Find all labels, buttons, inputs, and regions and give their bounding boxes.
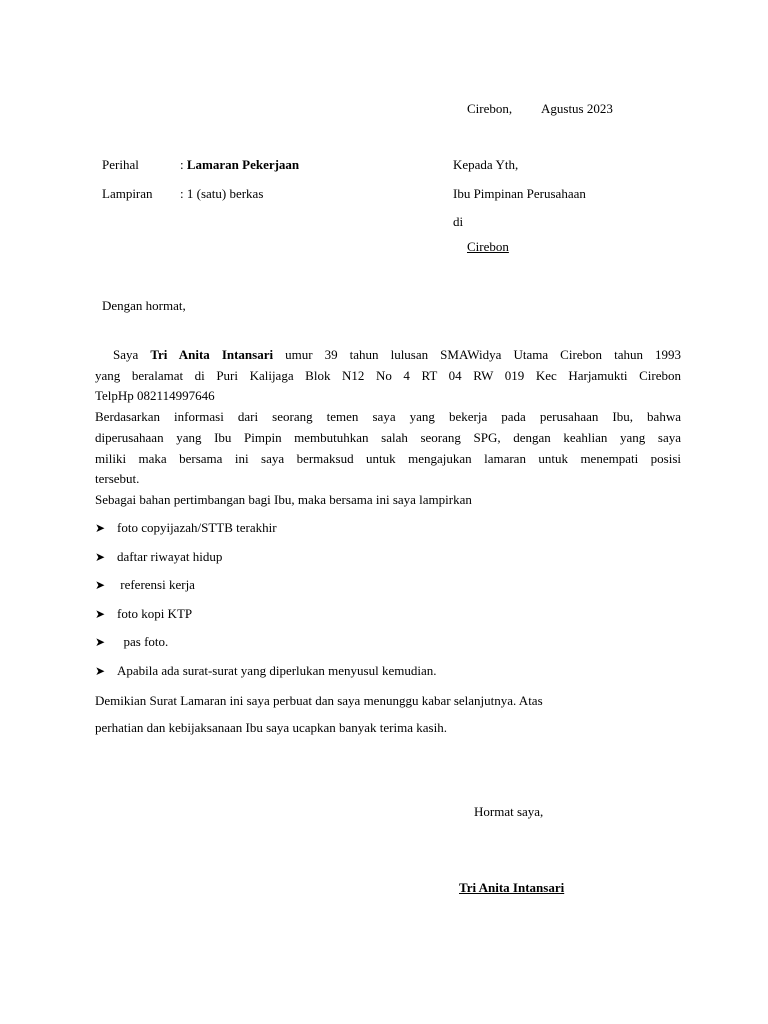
list-item: [95, 520, 437, 549]
list-item: [95, 549, 437, 578]
arrowhead-bullet-icon: ➤: [95, 635, 106, 650]
applicant-name: Tri Anita Intansari: [150, 347, 274, 362]
attachment-text: daftar riwayat hidup: [117, 548, 223, 564]
signature-name: Tri Anita Intansari: [459, 880, 565, 895]
arrowhead-bullet-icon: ➤: [95, 606, 106, 621]
intro-prefix: Saya: [113, 347, 151, 362]
recipient-city: Cirebon: [467, 239, 509, 254]
recipient-line-2: Ibu Pimpinan Perusahaan: [453, 186, 586, 201]
list-item: [95, 663, 437, 692]
intro-line-2: yang beralamat di Puri Kalijaga Blok N12 No 4 RT 04 RW 019 Kec Harjamukti Cirebon: [95, 367, 681, 383]
perihal-value: [180, 157, 299, 173]
attachment-text: foto copyijazah/STTB terakhir: [117, 520, 277, 535]
closing-line-1: Demikian Surat Lamaran ini saya perbuat dan saya menunggu kabar selanjutnya. Atas: [95, 693, 543, 708]
intro-line-3: TelpHp 082114997646: [95, 388, 215, 404]
arrowhead-bullet-icon: ➤: [95, 521, 106, 535]
arrowhead-bullet-icon: ➤: [95, 578, 106, 593]
list-item: [95, 606, 437, 635]
lampiran-value: : 1 (satu) berkas: [180, 186, 264, 201]
perihal-label: Perihal: [102, 157, 139, 172]
intro-paragraph: [95, 345, 681, 511]
list-item: [95, 634, 437, 663]
closing-line-2: perhatian dan kebijaksanaan Ibu saya ucapkan banyak terima kasih.: [95, 720, 447, 735]
intro-rest: umur 39 tahun lulusan SMAWidya Utama Cirebon tahun 1993: [273, 347, 681, 362]
arrowhead-bullet-icon: ➤: [95, 549, 106, 564]
lampiran-label: Lampiran: [102, 186, 153, 201]
greeting: Dengan hormat,: [102, 298, 186, 313]
arrowhead-bullet-icon: ➤: [95, 663, 106, 678]
body-line-4: tersebut.: [95, 471, 140, 487]
list-item: [95, 577, 437, 606]
attachments-list: [95, 520, 437, 692]
attachment-text: referensi kerja: [117, 577, 195, 593]
perihal-separator: :: [180, 157, 184, 172]
attachment-text: foto kopi KTP: [117, 605, 193, 621]
letter-date: Agustus 2023: [541, 101, 613, 116]
attachment-text: Apabila ada surat-surat yang diperlukan menyusul kemudian.: [117, 662, 437, 678]
letter-place: Cirebon,: [467, 101, 513, 116]
perihal-subject: Lamaran Pekerjaan: [186, 157, 300, 172]
intro-line-1: [95, 345, 681, 366]
body-line-5: Sebagai bahan pertimbangan bagi Ibu, maka bersama ini saya lampirkan: [95, 491, 472, 507]
recipient-line-1: Kepada Yth,: [453, 157, 519, 172]
body-line-2: diperusahaan yang Ibu Pimpin membutuhkan salah seorang SPG, dengan keahlian yang saya: [95, 429, 681, 445]
body-line-1: Berdasarkan informasi dari seorang temen saya yang bekerja pada perusahaan Ibu, bahwa: [95, 409, 681, 425]
body-line-3: miliki maka bersama ini saya bermaksud untuk mengajukan lamaran untuk menempati posisi: [95, 450, 681, 466]
attachment-text: pas foto.: [117, 634, 169, 650]
signature-salutation: Hormat saya,: [474, 804, 544, 819]
recipient-line-3: di: [453, 214, 464, 229]
